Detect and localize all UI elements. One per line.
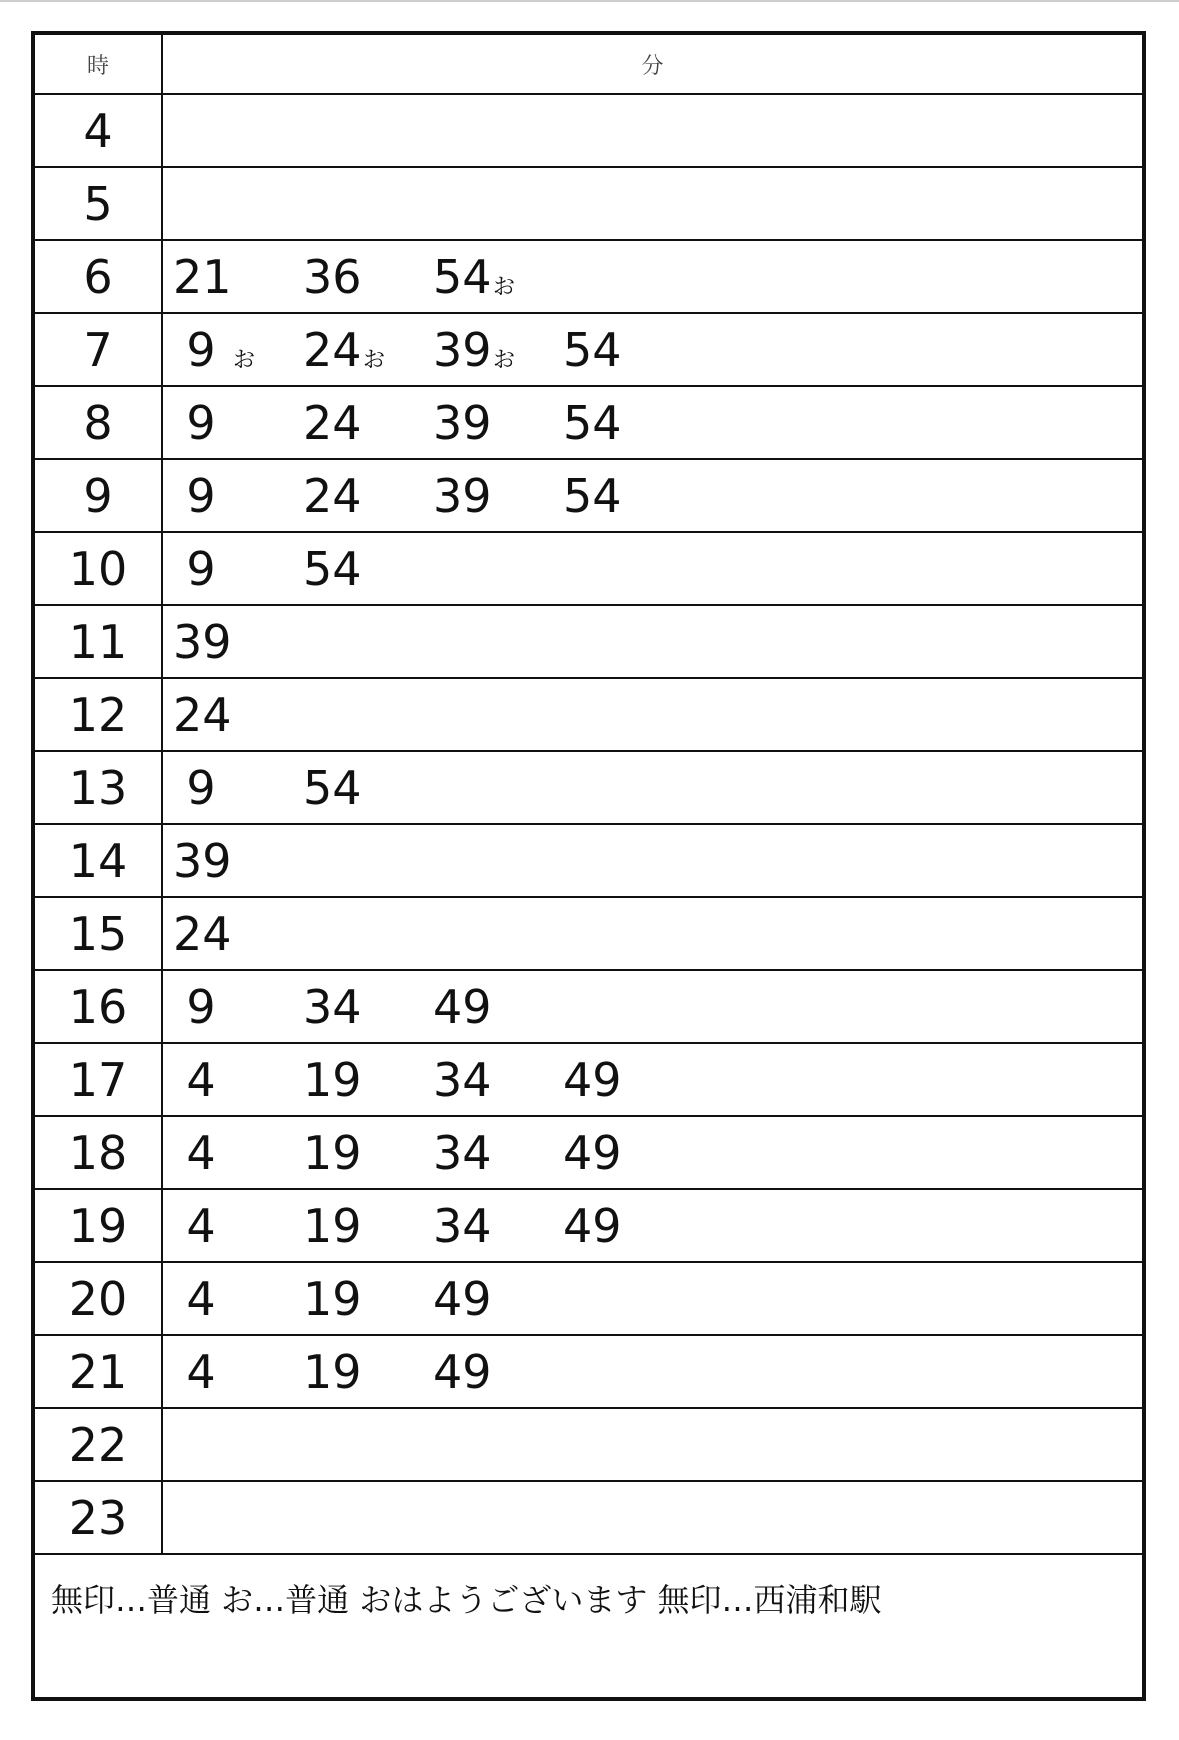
departure-time: [563, 387, 693, 458]
departure-minute: 19: [303, 1271, 362, 1326]
departure-time: [173, 679, 303, 750]
timetable-row: [35, 752, 1142, 825]
timetable-row: [35, 95, 1142, 168]
timetable-row: [35, 679, 1142, 752]
minutes-cell: [163, 95, 1142, 166]
departure-time: [303, 1263, 433, 1334]
timetable-row: [35, 1409, 1142, 1482]
timetable-row: [35, 1190, 1142, 1263]
departure-time: [563, 1044, 693, 1115]
minutes-cell: [163, 752, 1142, 823]
departure-time: [303, 460, 433, 531]
departure-time: [303, 752, 433, 823]
departure-minute: 54: [303, 760, 362, 815]
timetable-row: [35, 1044, 1142, 1117]
minutes-cell: [163, 1336, 1142, 1407]
departure-time: [303, 387, 433, 458]
minutes-cell: [163, 1190, 1142, 1261]
departure-time: [433, 1044, 563, 1115]
departure-time: [433, 971, 563, 1042]
departure-minute: 24: [303, 468, 362, 523]
timetable-row: [35, 1336, 1142, 1409]
departure-minute: 9: [186, 760, 216, 815]
departure-minute: 4: [186, 1125, 216, 1180]
train-type-mark: お: [233, 348, 256, 373]
hour-cell: 14: [35, 825, 163, 896]
timetable-row: [35, 460, 1142, 533]
departure-time: [303, 1117, 433, 1188]
departure-time: [433, 387, 563, 458]
minutes-cell: [163, 533, 1142, 604]
timetable-row: [35, 1482, 1142, 1555]
departure-time: [173, 387, 303, 458]
timetable-row: [35, 971, 1142, 1044]
top-divider: [0, 0, 1179, 2]
departure-time: [563, 460, 693, 531]
departure-time: [563, 314, 693, 385]
departure-time: [173, 241, 303, 312]
departure-minute: 4: [186, 1271, 216, 1326]
minutes-cell: [163, 1044, 1142, 1115]
departure-minute: 49: [433, 1344, 492, 1399]
hour-column-header: 時: [35, 35, 163, 93]
departure-time: [173, 533, 303, 604]
departure-time: [173, 1190, 303, 1261]
hour-cell: 7: [35, 314, 163, 385]
departure-time: [303, 533, 433, 604]
hour-cell: 20: [35, 1263, 163, 1334]
hour-cell: 22: [35, 1409, 163, 1480]
train-type-mark: お: [493, 275, 516, 300]
hour-cell: 11: [35, 606, 163, 677]
departure-minute: 54: [303, 541, 362, 596]
minutes-cell: [163, 606, 1142, 677]
departure-time: [303, 1190, 433, 1261]
departure-time: [173, 825, 303, 896]
hour-cell: 5: [35, 168, 163, 239]
timetable: [31, 31, 1146, 1701]
departure-time: [303, 314, 433, 385]
departure-time: [563, 1190, 693, 1261]
departure-minute: 19: [303, 1125, 362, 1180]
minute-column-header: 分: [641, 53, 664, 79]
departure-minute: 34: [433, 1125, 492, 1180]
departure-minute: 24: [173, 687, 232, 742]
departure-minute: 4: [186, 1344, 216, 1399]
timetable-row: [35, 825, 1142, 898]
minutes-cell: [163, 825, 1142, 896]
departure-minute: 54: [563, 322, 622, 377]
departure-minute: 39: [433, 395, 492, 450]
departure-minute: 19: [303, 1198, 362, 1253]
departure-minute: 19: [303, 1344, 362, 1399]
departure-time: [433, 314, 563, 385]
train-type-mark: お: [363, 348, 386, 373]
timetable-row: [35, 387, 1142, 460]
minutes-cell: [163, 168, 1142, 239]
train-type-mark: お: [493, 348, 516, 373]
departure-time: [173, 1117, 303, 1188]
hour-cell: 10: [35, 533, 163, 604]
departure-minute: 9: [186, 468, 216, 523]
legend-text: 無印…普通 お…普通 おはようございます 無印…西浦和駅: [51, 1581, 882, 1619]
departure-time: [433, 1336, 563, 1407]
departure-minute: 24: [173, 906, 232, 961]
hour-cell: 13: [35, 752, 163, 823]
minutes-cell: [163, 241, 1142, 312]
departure-time: [433, 1190, 563, 1261]
hour-cell: 4: [35, 95, 163, 166]
departure-minute: 34: [303, 979, 362, 1034]
timetable-row: [35, 168, 1142, 241]
departure-minute: 24: [303, 322, 362, 377]
departure-time: [433, 460, 563, 531]
minutes-cell: [163, 387, 1142, 458]
departure-time: [173, 1336, 303, 1407]
hour-cell: 9: [35, 460, 163, 531]
departure-time: [173, 752, 303, 823]
timetable-rows: [35, 95, 1142, 1555]
departure-minute: 39: [433, 468, 492, 523]
minutes-cell: [163, 460, 1142, 531]
minutes-cell: [163, 971, 1142, 1042]
departure-time: [173, 460, 303, 531]
departure-time: [173, 1263, 303, 1334]
departure-minute: 49: [563, 1198, 622, 1253]
departure-time: [433, 241, 563, 312]
minutes-cell: [163, 898, 1142, 969]
departure-time: [303, 1336, 433, 1407]
departure-time: [303, 241, 433, 312]
legend: [35, 1557, 1142, 1697]
departure-minute: 9: [186, 541, 216, 596]
departure-minute: 21: [173, 249, 232, 304]
timetable-row: [35, 1117, 1142, 1190]
departure-time: [433, 1117, 563, 1188]
hour-cell: 6: [35, 241, 163, 312]
departure-time: [433, 1263, 563, 1334]
departure-minute: 34: [433, 1198, 492, 1253]
minutes-cell: [163, 1117, 1142, 1188]
departure-minute: 49: [433, 1271, 492, 1326]
departure-minute: 54: [433, 249, 492, 304]
minutes-cell: [163, 1482, 1142, 1553]
departure-minute: 9: [186, 395, 216, 450]
minutes-cell: [163, 1409, 1142, 1480]
hour-cell: 23: [35, 1482, 163, 1553]
departure-minute: 34: [433, 1052, 492, 1107]
timetable-row: [35, 241, 1142, 314]
hour-cell: 15: [35, 898, 163, 969]
minutes-cell: [163, 1263, 1142, 1334]
departure-minute: 39: [173, 614, 232, 669]
timetable-row: [35, 533, 1142, 606]
hour-cell: 19: [35, 1190, 163, 1261]
timetable-row: [35, 314, 1142, 387]
departure-time: [303, 1044, 433, 1115]
hour-cell: 16: [35, 971, 163, 1042]
departure-time: [173, 971, 303, 1042]
departure-minute: 4: [186, 1052, 216, 1107]
departure-minute: 39: [173, 833, 232, 888]
departure-minute: 9: [186, 979, 216, 1034]
departure-time: [563, 1117, 693, 1188]
departure-minute: 9: [186, 322, 216, 377]
minutes-cell: [163, 679, 1142, 750]
departure-time: [173, 1044, 303, 1115]
timetable-row: [35, 898, 1142, 971]
departure-minute: 54: [563, 395, 622, 450]
departure-minute: 19: [303, 1052, 362, 1107]
departure-minute: 49: [563, 1125, 622, 1180]
minutes-cell: [163, 314, 1142, 385]
hour-cell: 17: [35, 1044, 163, 1115]
timetable-header: [35, 35, 1142, 95]
departure-time: [173, 314, 303, 385]
departure-time: [303, 971, 433, 1042]
timetable-row: [35, 1263, 1142, 1336]
departure-minute: 24: [303, 395, 362, 450]
hour-cell: 12: [35, 679, 163, 750]
departure-minute: 49: [563, 1052, 622, 1107]
departure-minute: 54: [563, 468, 622, 523]
timetable-row: [35, 606, 1142, 679]
hour-cell: 18: [35, 1117, 163, 1188]
hour-cell: 21: [35, 1336, 163, 1407]
departure-time: [173, 898, 303, 969]
departure-minute: 39: [433, 322, 492, 377]
departure-time: [173, 606, 303, 677]
departure-minute: 49: [433, 979, 492, 1034]
departure-minute: 36: [303, 249, 362, 304]
departure-minute: 4: [186, 1198, 216, 1253]
hour-cell: 8: [35, 387, 163, 458]
